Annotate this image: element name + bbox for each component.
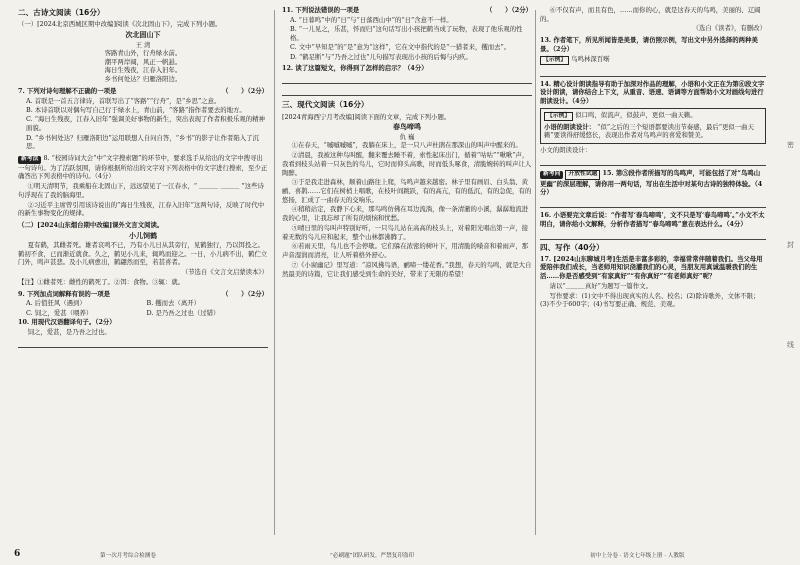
q14-example xyxy=(544,111,762,122)
option: B. 攫而去（离开） xyxy=(146,299,200,308)
poem-author: 王 湾 xyxy=(135,40,151,49)
right-column xyxy=(540,6,766,310)
column-divider xyxy=(535,10,536,535)
answer-line[interactable] xyxy=(540,230,766,240)
question-15-text: 15. 第⑤段作者所描写的鸟鸣声，可能包括了对“鸟鸣山更幽”的深层理解，请你用一两句话，写出在生活中对某句古诗的独特体验。（4分） xyxy=(540,168,763,197)
new-trend-badge: 新考向 xyxy=(540,171,563,179)
footer-middle: “必刷题”团队研发，严禁复印盗印 xyxy=(330,553,415,559)
option: D. 是乃吾之过也（过错） xyxy=(146,308,220,317)
seal-mark: 密 xyxy=(787,141,794,149)
poem-line: 乡书何处达？归雁洛阳边。 xyxy=(104,75,182,84)
q17-requirements: 写作要求：(1)文中不得出现真实的人名、校名；(2)除诗歌外，文体不限；(3)不少于600字；(4)书写要正确、规范、美观。 xyxy=(540,291,760,309)
question-16: 16. 小语要完文章后说：“作者写‘春鸟啼鸣’，文不只是写‘春鸟啼鸣’。”小文不太明白，请你给小文解释，分析作者描写“春鸟啼鸣”意在表达什么。（4分） xyxy=(540,211,765,228)
question-11-text: 11. 下列说法错误的一项是 xyxy=(282,6,360,14)
article-title: 春鸟啼鸣 xyxy=(393,122,421,132)
option: A. “日暮鸣”中的“日”与“日落西山中”的“日”含意不一样。 xyxy=(290,15,453,24)
option: C. “海日生残夜，江春入旧年”强调美好事物的新生，突出表现了作者积极乐观的精神面貌。 xyxy=(26,115,265,133)
answer-line[interactable] xyxy=(540,67,766,77)
seal-mark: 线 xyxy=(787,341,794,349)
article-author: 仇 巍 xyxy=(399,132,415,141)
poem-intro: （一）[2024北京西城区期中改编]阅读《次北固山下》，完成下列小题。 xyxy=(18,20,222,29)
q8-item: ①明天清明节，我乘船在北固山下，远远望见了一江春水，“ ＿＿＿ ＿＿＿ ”这些诗句浮现在了我的脑海里。 xyxy=(18,182,264,199)
question-14: 14. 精心设计朗读指导有助于加深对作品的理解，小语和小文正在为第⑥段文字设计朗读，请你结合上下文，从重音、语速、语调等方面帮助小文对画线句进行朗读设计。（4分） xyxy=(540,79,765,105)
classical-title: 小儿饲鹤 xyxy=(129,230,157,240)
option: C. 文中“早知是”的“是”意为“这样”，它在文中指代的是“一猎者来，攫而去”。 xyxy=(290,43,511,52)
classical-note: 【注】①雌者死：雌性的鹤死了。②饵：食物。③辄：就。 xyxy=(18,278,185,287)
article-paragraph: ②清晨，我被这种鸟叫醒，翻来覆去睡不着，索性起床出门，循着“咕咕”“啾啾”声，我看到枝头站着一只灰色的鸟儿，它时而仰头高歌，时而低头啄食，清脆婉转的叫声让人陶醉。 xyxy=(282,151,532,177)
question-7-text: 7. 下列对诗句理解不正确的一项是 xyxy=(18,86,117,95)
question-7 xyxy=(18,87,268,96)
answer-line[interactable] xyxy=(282,74,532,84)
page-number: 6 xyxy=(14,549,21,559)
q10-sentence: 饲之，爱甚，是乃吾之过也。 xyxy=(27,328,111,337)
q14-design xyxy=(544,123,762,140)
question-15 xyxy=(540,169,766,197)
question-9-text: 9. 下列加点词解释有误的一项是 xyxy=(18,289,110,298)
option: A. 首联是一首五言律诗，首联写出了“客路”“行舟”，是“乡思”之意。 xyxy=(26,96,221,105)
classical-text: 夏有鹤，其雌者死。雄者哀鸣不已，乃有小儿日从其旁行，见鹤独行，乃以饵投之。鹤初不食，已而渐近就食。久之，鹤见小儿来，辄鸣而迎之。一日，小儿病不出，鹤伫立门外，鸣声甚悲。及小儿病愈出，鹤翩然而至，若甚喜者。 xyxy=(18,241,268,267)
option: A. 后值狂风（遇到） xyxy=(26,299,86,308)
article-paragraph: ⑥若雨天里，鸟儿也不会停歇。它们躲在浓密的树叶下，用清脆的嗓音和着雨声，那声音湿润而清亮，让人听着格外舒心。 xyxy=(282,242,529,260)
question-13: 13. 作者笔下，所见所闻皆是美景，请仿照示例，写出文中另外选择的两种美景。（2分） xyxy=(540,36,758,53)
section-2-heading: 二、古诗文阅读（16分） xyxy=(18,8,105,17)
question-9-score: （ ）（2分） xyxy=(222,289,268,298)
section-4-heading: 四、写作（40分） xyxy=(540,242,604,252)
reading-intro: [2024青海西宁月考改编]阅读下面的文章，完成下列小题。 xyxy=(282,112,451,121)
question-7-score: （ ）（2分） xyxy=(222,86,268,95)
question-11-score: （ ）（2分） xyxy=(486,6,532,14)
article-paragraph: ①在春天，“嘁嘁嘁嘁”，我躺在床上，是一只八声杜鹃在那深山的叫声中醒来的。 xyxy=(291,141,522,150)
footer-right: 初中上分卷 · 语文七年级上册 · 人教版 xyxy=(590,553,685,559)
article-quote: ⑥不仅有声，而且有色，……而你的心，就是这春天的鸟鸣，美丽的、辽阔的。 xyxy=(540,6,761,23)
option: B. “一儿见之，乐甚，怀而归”这句话写出小孩把鹤当成了玩物，表现了他乐观的性格。 xyxy=(290,25,523,42)
answer-line[interactable] xyxy=(540,156,766,166)
question-9 xyxy=(18,290,268,299)
option: D. “鹤足断”与“乃吾之过也”儿句描写表现出小孩的后悔与内疚。 xyxy=(290,52,472,61)
answer-line[interactable] xyxy=(540,198,766,208)
answer-line[interactable] xyxy=(18,338,268,348)
q14-box xyxy=(540,108,766,144)
q17-prompt: 请以“＿＿＿真好”为题写一篇作文。 xyxy=(549,281,652,290)
option: B. 本诗首联以对偶句写自己行于绿水上，青山前，“客路”指作者要去的地方。 xyxy=(26,105,246,114)
q14-fill: 小文的朗读设计： xyxy=(540,145,592,154)
classical-source: （节选自《文言文启蒙读本》） xyxy=(181,268,268,277)
example-label: 【示例】 xyxy=(540,56,569,66)
article-paragraph: ⑤晴日里的鸟叫声特别好听，一只鸟儿站在高高的枝头上，对着阳光唱出第一声，接着无数的鸟儿应和起来，整个山林都沸腾了。 xyxy=(282,223,529,241)
article-paragraph: ③于是我走进森林，顺着山路往上爬，鸟鸣声越来越密。林子里有画眉、白头翁、黄鹂、喜鹊……它们在树梢上唱歌，在枝叶间跳跃，有的高亢，有的低沉，有的急促，有的悠扬，汇成了一曲春天的交响乐。 xyxy=(282,178,532,204)
classical-intro: （二）[2024山东烟台期中改编]课外文言文阅读。 xyxy=(18,220,164,229)
question-12: 12. 读了这篇短文，你得到了怎样的启示？（4分） xyxy=(282,64,428,73)
question-11 xyxy=(282,6,532,15)
article-paragraph: ④稍稍站定，我静下心来，那鸟鸣仿佛在耳边流淌，像一条清澈的小溪，潺潺地流进我的心里，让我忘却了所有的烦恼和忧愁。 xyxy=(282,205,529,223)
answer-line[interactable] xyxy=(282,86,532,96)
article-source: （选自《读者》，有删改） xyxy=(692,24,766,33)
section-3-heading: 三、现代文阅读（16分） xyxy=(282,100,369,110)
poem-line: 潮平两岸阔，风正一帆悬。 xyxy=(104,57,182,66)
q8-item: ②习近平主席曾引用该诗说出的“海日生残夜，江春入旧年”这两句诗，反映了时代中的新生事物变化的规律。 xyxy=(18,200,265,218)
open-question-tag: 开放性试题 xyxy=(565,170,600,180)
question-17: 17. [2024山东聊城月考]生活是丰富多彩的，幸福常常伴随着我们。当父母用爱陪伴我们成长，当老师用知识浇灌我们的心灵，当朋友用真诚温暖我们的生活……你是否感受到“有家真好”“有你真好”“有老师真好”呢？ xyxy=(540,254,763,281)
article-paragraph: ⑦《小窗幽记》里写道：“凉风拂鸟语，鹂啼一缕花香。”我想，春天的鸟鸣，就是大自然最美的诗篇，它让我们感受到生命的美好，带来了无限的希望！ xyxy=(282,260,532,278)
q9-options xyxy=(18,299,268,318)
q13-example xyxy=(540,55,766,66)
middle-column xyxy=(282,6,532,279)
left-column xyxy=(18,6,268,350)
seal-mark: 封 xyxy=(787,241,794,249)
example-label: 【示例】 xyxy=(544,112,573,122)
design-text: “似”之后的三个短语都要读出节奏感，最后“更似一曲天籁”要读得舒缓悠长，表现出作者对鸟鸣声的喜爱和赞美。 xyxy=(544,122,754,140)
example-text: 似口鸣，似流声，似鼓声，更似一曲天籁。 xyxy=(575,110,697,119)
footer-left: 第一次月考综合检测卷 xyxy=(100,553,156,559)
question-10: 10. 用现代汉语翻译句子。（2分） xyxy=(18,318,116,327)
question-8 xyxy=(18,154,268,181)
option: D. “乡书何处达？归雁洛阳边”运用联想人自问自答，“乡书”的影子让作者陷入了沉思。 xyxy=(26,133,259,151)
question-8-text: 8. “校园诗词大会”中“文字搜索题”的环节中，要求选手从给出的文字中搜寻出一句诗句。为了活跃氛围，请你根据所给出的文字对下列表格中的文字进行搜索，至少正确答出下列表格中的诗句。（4分） xyxy=(18,153,268,181)
example-text: 鸟鸣林深百啭 xyxy=(571,54,610,63)
new-method-badge: 新考法 xyxy=(18,156,41,164)
poem-line: 海日生残夜，江春入旧年。 xyxy=(104,66,182,75)
design-label: 小语的朗读设计： xyxy=(544,122,596,131)
column-divider xyxy=(274,10,275,535)
option: C. 饲之，爱甚（喂养） xyxy=(26,308,93,317)
poem-title: 次北固山下 xyxy=(125,30,161,40)
poem-line: 客路青山外，行舟绿水前。 xyxy=(104,49,182,58)
